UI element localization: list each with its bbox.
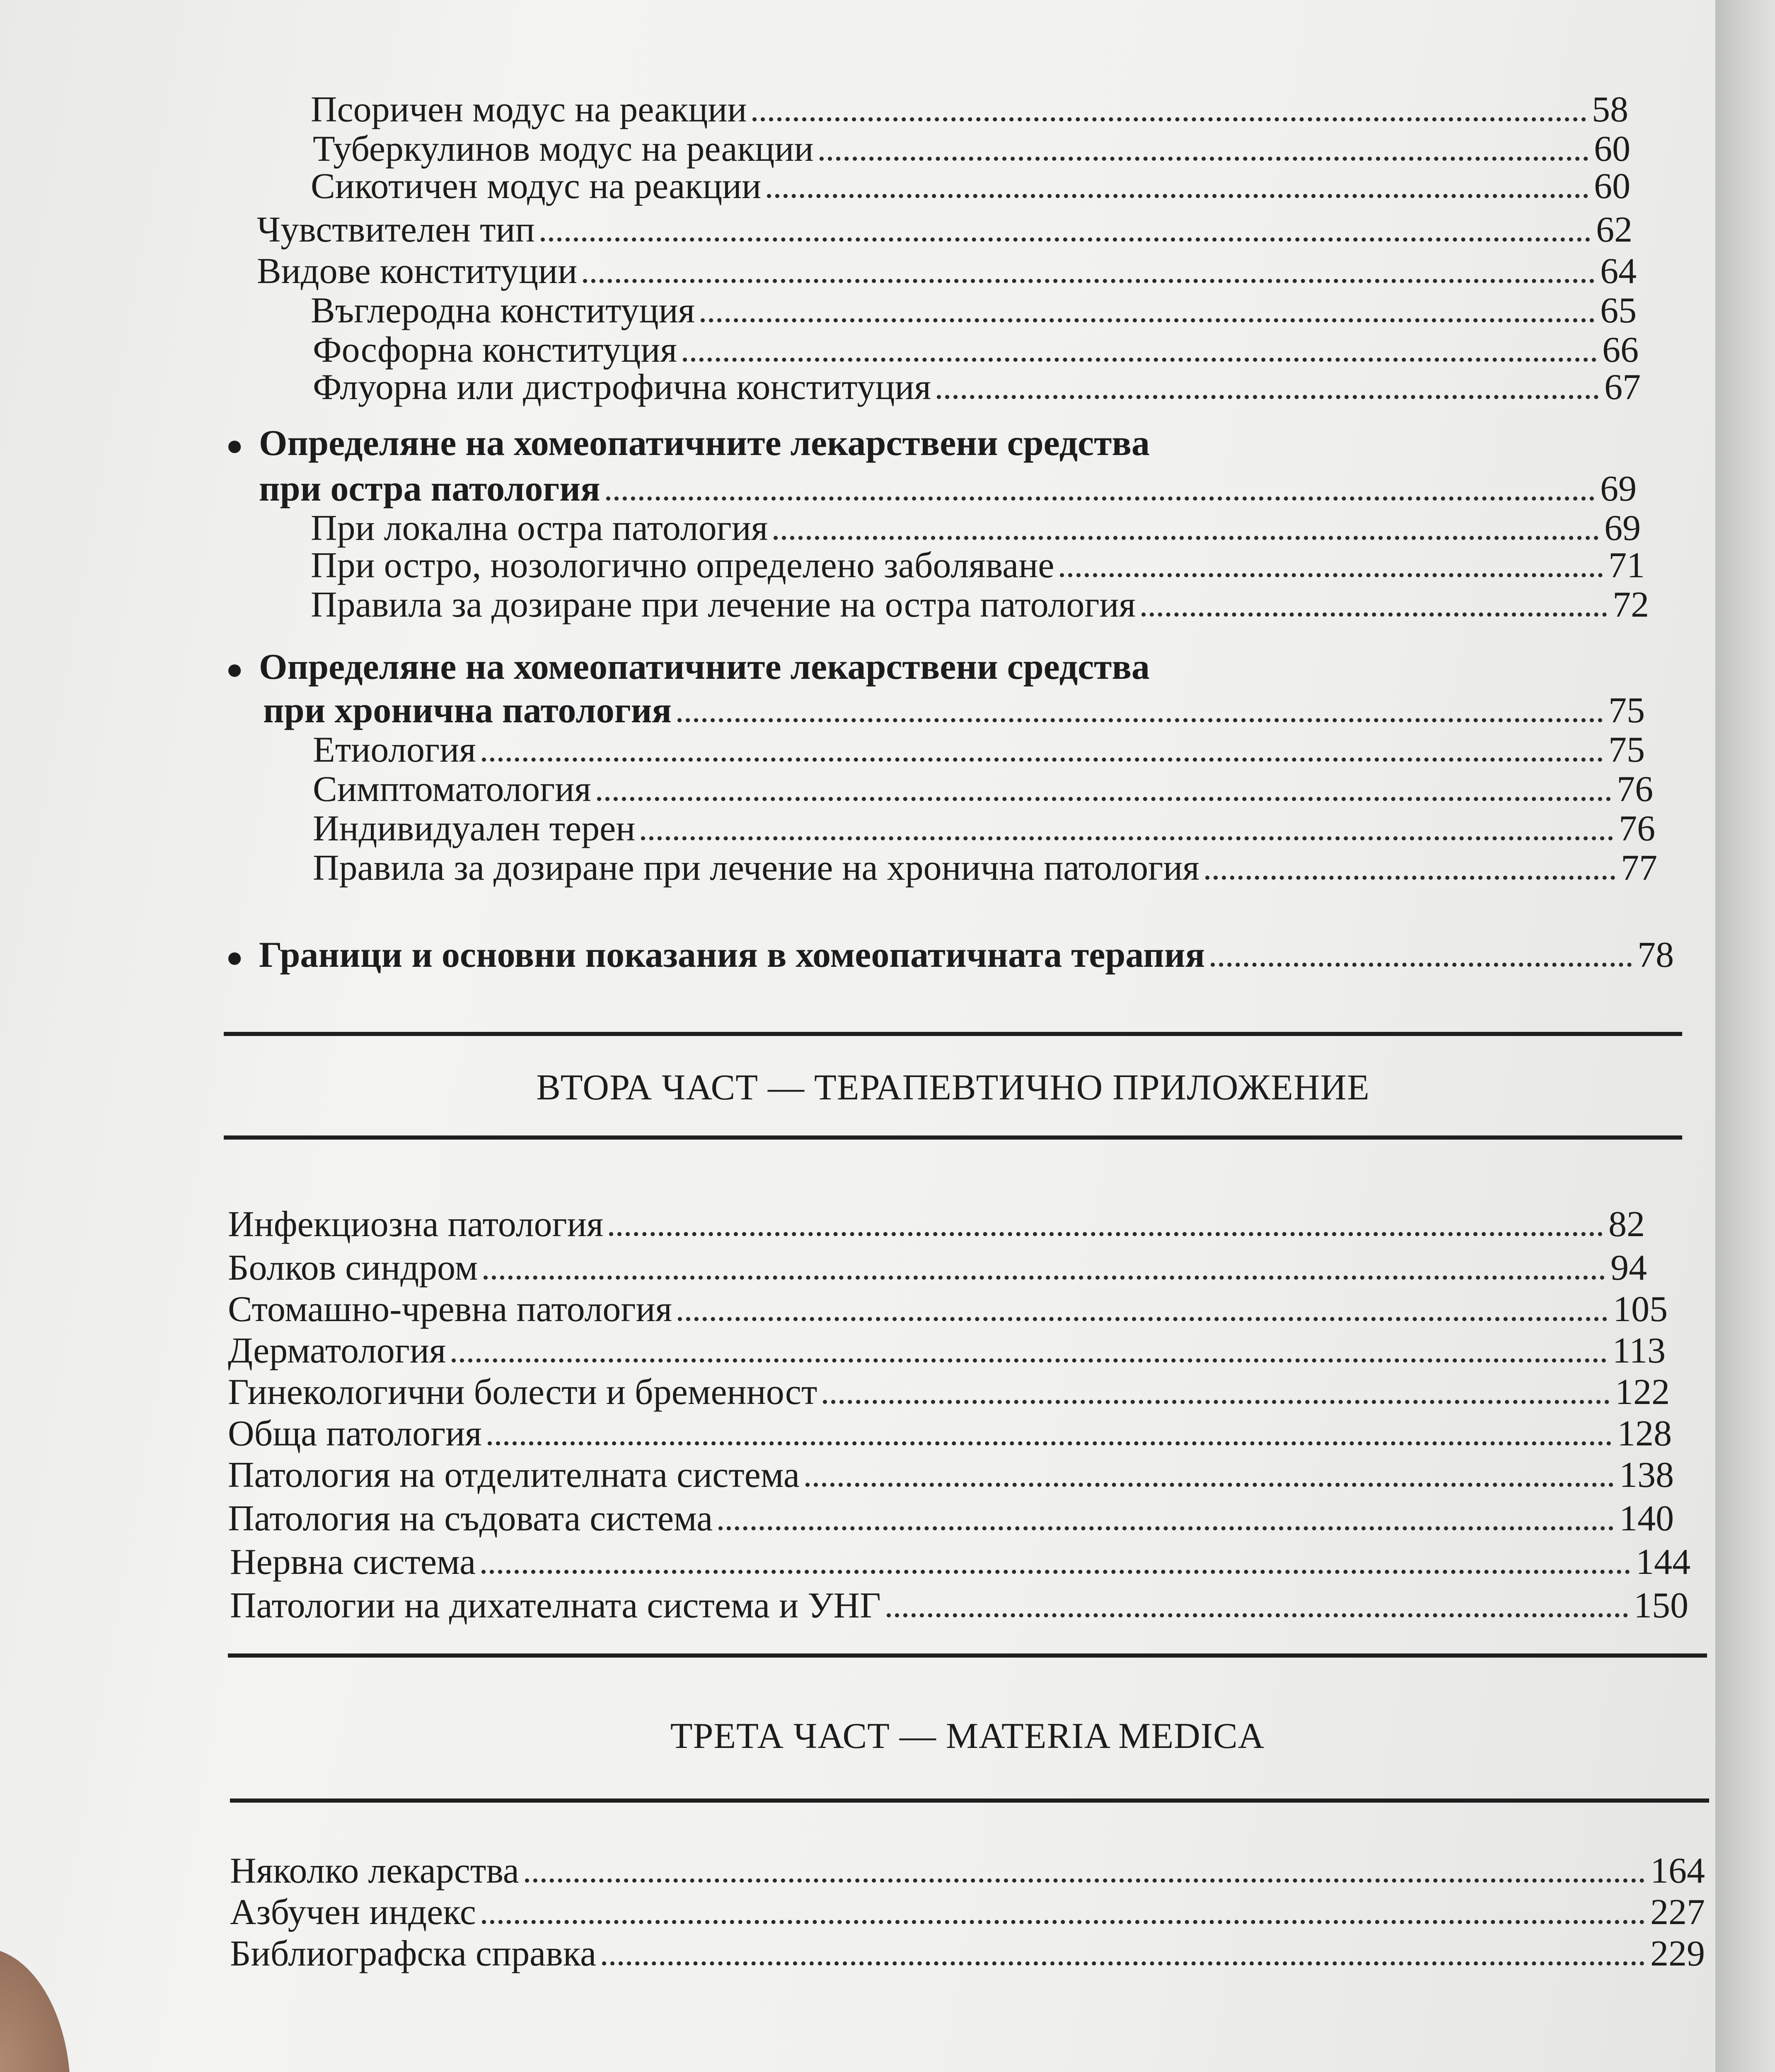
toc-entry <box>311 166 1630 207</box>
toc-entry <box>228 1498 1674 1539</box>
bullet-icon: ● <box>226 430 244 462</box>
dot-leader <box>597 797 1611 801</box>
toc-entry <box>313 329 1639 371</box>
toc-entry <box>228 1330 1666 1372</box>
toc-entry-page: 128 <box>1617 1414 1672 1454</box>
dot-leader <box>1211 963 1632 967</box>
toc-entry-page: 60 <box>1594 166 1630 206</box>
toc-entry-title: Стомашно-чревна патология <box>228 1289 672 1329</box>
toc-entry-title: при хронична патология <box>263 690 672 731</box>
toc-entry <box>313 729 1645 771</box>
part-title: ТРЕТА ЧАСТ — MATERIA MEDICA <box>670 1716 1265 1756</box>
toc-entry-title: Гинекологични болести и бременност <box>228 1372 817 1412</box>
toc-entry <box>228 1372 1670 1413</box>
section-divider <box>224 1032 1682 1036</box>
toc-entry-title: Симптоматология <box>313 769 591 809</box>
toc-entry-page: 64 <box>1600 251 1637 291</box>
section-heading-text: Определяне на хомеопатичните лекарствени средства <box>259 423 1150 463</box>
toc-entry-title: Патологии на дихателната система и УНГ <box>230 1585 881 1626</box>
section-heading <box>226 646 1150 690</box>
toc-entry-page: 67 <box>1604 367 1641 407</box>
dot-leader <box>820 157 1588 161</box>
toc-entry <box>228 1204 1645 1245</box>
dot-leader <box>683 358 1596 362</box>
dot-leader <box>583 279 1594 283</box>
toc-entry-page: 150 <box>1634 1585 1688 1626</box>
toc-entry <box>313 367 1641 408</box>
dot-leader <box>887 1613 1628 1617</box>
dot-leader <box>767 194 1588 198</box>
bullet-icon: ● <box>226 654 244 685</box>
toc-entry-title: Етиология <box>313 730 476 770</box>
toc-entry-page: 69 <box>1604 508 1641 548</box>
toc-entry-title: Флуорна или дистрофична конституция <box>313 367 931 407</box>
toc-entry-page: 78 <box>1637 935 1674 975</box>
toc-entry <box>230 1933 1705 1975</box>
dot-leader <box>1060 573 1603 577</box>
toc-entry <box>228 1455 1674 1496</box>
toc-entry <box>311 508 1641 549</box>
toc-entry <box>311 545 1645 586</box>
toc-entry-title: при остра патология <box>259 469 600 509</box>
toc-entry-title: Нервна система <box>230 1542 476 1582</box>
toc-entry-page: 227 <box>1650 1892 1705 1932</box>
toc-entry <box>313 128 1630 170</box>
toc-entry-title: Правила за дозиране при лечение на остра патология <box>311 585 1136 625</box>
toc-entry-page: 140 <box>1619 1498 1674 1539</box>
dot-leader <box>606 496 1594 501</box>
toc-entry <box>311 290 1637 332</box>
toc-entry-title: Псоричен модус на реакции <box>311 90 747 130</box>
toc-entry <box>228 1289 1668 1330</box>
bullet-icon: ● <box>226 942 244 973</box>
dot-leader <box>482 1920 1644 1924</box>
dot-leader <box>488 1441 1611 1445</box>
dot-leader <box>609 1232 1603 1236</box>
toc-entry-page: 72 <box>1613 585 1649 625</box>
dot-leader <box>805 1483 1613 1487</box>
section-heading-text: Определяне на хомеопатичните лекарствени средства <box>259 647 1150 687</box>
dot-leader <box>482 758 1603 762</box>
toc-entry <box>257 251 1637 292</box>
dot-leader <box>823 1400 1609 1404</box>
toc-entry-title: Видове конституции <box>257 251 578 291</box>
toc-entry-page: 122 <box>1615 1372 1670 1412</box>
toc-entry-title: Няколко лекарства <box>230 1851 519 1891</box>
section-divider <box>228 1653 1707 1658</box>
toc-entry-page: 69 <box>1600 469 1637 509</box>
toc-entry <box>259 468 1637 510</box>
toc-entry <box>228 1247 1647 1289</box>
dot-leader <box>937 395 1598 399</box>
dot-leader <box>481 1570 1630 1574</box>
toc-entry-title: Обща патология <box>228 1414 482 1454</box>
dot-leader <box>1205 876 1615 880</box>
toc-entry-title: Патология на отделителната система <box>228 1455 800 1495</box>
toc-entry-title: Дерматология <box>228 1331 446 1371</box>
toc-entry-page: 77 <box>1621 848 1657 888</box>
dot-leader <box>774 536 1598 540</box>
toc-entry <box>313 769 1653 810</box>
dot-leader <box>641 836 1613 840</box>
toc-entry <box>230 1542 1690 1583</box>
toc-entry-page: 113 <box>1612 1331 1666 1371</box>
dot-leader <box>677 718 1603 722</box>
toc-entry-title: Инфекциозна патология <box>228 1204 604 1244</box>
toc-entry-title: Правила за дозиране при лечение на хронична патология <box>313 848 1199 888</box>
toc-entry-page: 75 <box>1608 690 1645 731</box>
toc-entry <box>228 1413 1672 1455</box>
dot-leader <box>452 1358 1606 1363</box>
dot-leader <box>602 1961 1644 1965</box>
dot-leader <box>701 318 1594 322</box>
toc-entry-page: 144 <box>1636 1542 1690 1582</box>
toc-entry <box>230 1850 1705 1892</box>
toc-entry-page: 65 <box>1600 290 1637 331</box>
toc-entry-title: Азбучен индекс <box>230 1892 476 1932</box>
toc-entry-page: 94 <box>1611 1248 1647 1288</box>
toc-entry-page: 229 <box>1650 1934 1705 1974</box>
section-divider <box>230 1798 1709 1803</box>
dot-leader <box>752 117 1586 121</box>
toc-entry-title: Граници и основни показания в хомеопатичната терапия <box>259 935 1205 975</box>
toc-entry-title: Патология на съдовата система <box>228 1498 713 1539</box>
toc-entry-page: 60 <box>1594 129 1630 169</box>
section-heading <box>226 423 1150 467</box>
toc-entry-title: При локална остра патология <box>311 508 768 548</box>
toc-entry <box>230 1585 1688 1627</box>
page-edge <box>1715 0 1775 2072</box>
toc-entry-page: 58 <box>1592 90 1628 130</box>
toc-entry-page: 105 <box>1613 1289 1668 1329</box>
section-divider <box>224 1135 1682 1140</box>
dot-leader <box>525 1878 1644 1883</box>
toc-entry <box>230 1892 1705 1933</box>
toc-entry-title: Индивидуален терен <box>313 808 636 849</box>
toc-entry-title: Въглеродна конституция <box>311 290 695 331</box>
toc-entry-page: 164 <box>1650 1851 1705 1891</box>
toc-entry <box>313 808 1655 850</box>
toc-entry <box>257 209 1632 251</box>
dot-leader <box>541 237 1590 242</box>
toc-entry-page: 82 <box>1608 1204 1645 1244</box>
dot-leader <box>1141 612 1607 617</box>
toc-entry <box>226 934 1674 976</box>
toc-entry-title: Библиографска справка <box>230 1934 597 1974</box>
toc-entry-page: 62 <box>1596 210 1632 250</box>
toc-entry <box>313 847 1657 889</box>
toc-entry-title: Чувствителен тип <box>257 210 535 250</box>
toc-entry-title: При остро, нозологично определено заболяване <box>311 545 1054 586</box>
toc-entry-title: Сикотичен модус на реакции <box>311 166 762 206</box>
toc-entry-page: 76 <box>1617 769 1653 809</box>
dot-leader <box>718 1526 1613 1530</box>
toc-entry-page: 66 <box>1602 330 1639 370</box>
toc-entry-title: Болков синдром <box>228 1248 478 1288</box>
toc-entry-page: 75 <box>1608 730 1645 770</box>
toc-entry-page: 138 <box>1619 1455 1674 1495</box>
toc-entry-page: 71 <box>1608 545 1645 586</box>
toc-entry <box>311 89 1628 131</box>
toc-entry-page: 76 <box>1619 808 1655 849</box>
part-title: ВТОРА ЧАСТ — ТЕРАПЕВТИЧНО ПРИЛОЖЕНИЕ <box>536 1067 1370 1108</box>
toc-entry-title: Туберкулинов модус на реакции <box>313 129 814 169</box>
toc-entry-title: Фосфорна конституция <box>313 330 677 370</box>
dot-leader <box>678 1317 1607 1321</box>
dot-leader <box>484 1276 1605 1280</box>
toc-entry <box>311 584 1649 626</box>
toc-entry <box>263 690 1645 731</box>
